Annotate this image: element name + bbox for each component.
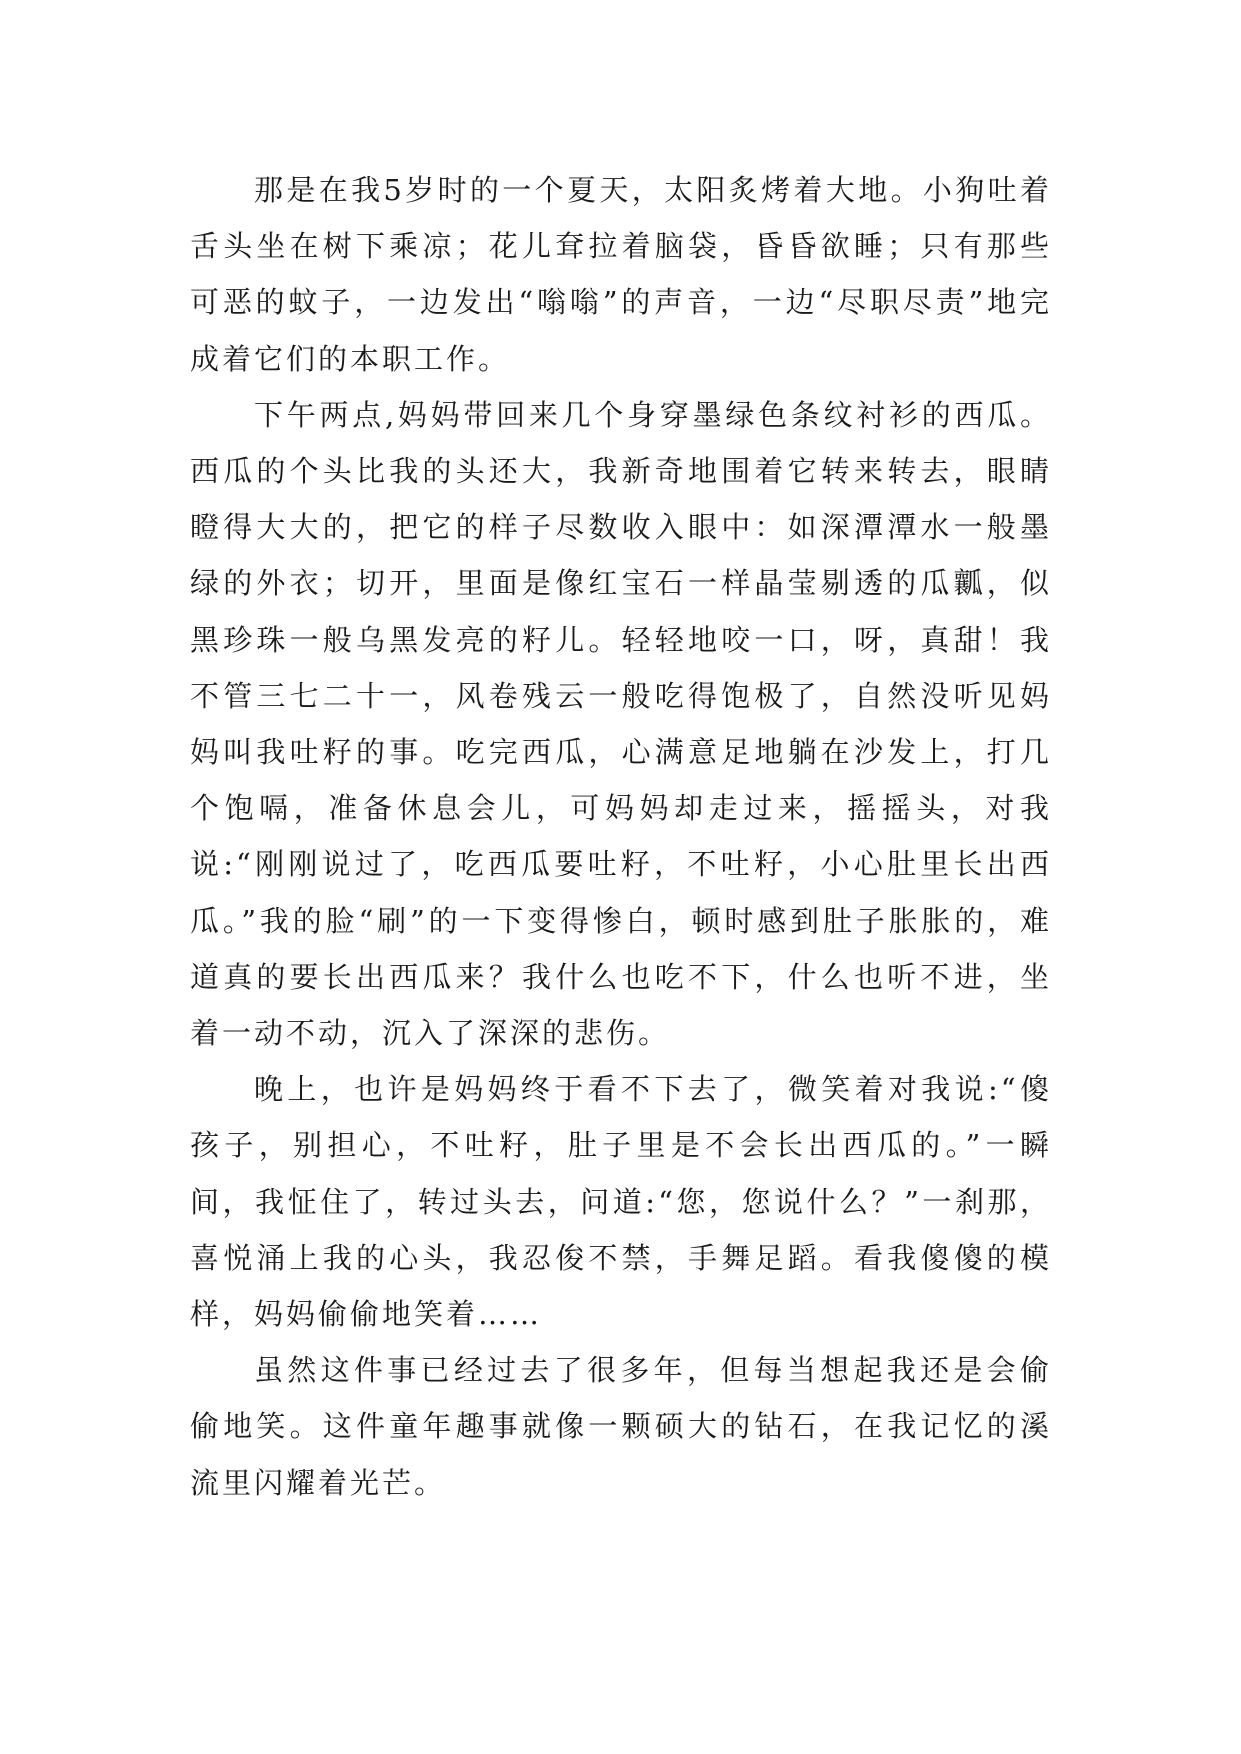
paragraph-1: 那是在我5岁时的一个夏天，太阳炙烤着大地。小狗吐着舌头坐在树下乘凉；花儿耷拉着脑袋，昏昏欲睡；只有那些可恶的蚊子，一边发出“嗡嗡”的声音，一边“尽职尽责”地完成着它们的本职工作。 [190,173,1052,376]
paragraph-3: 晚上，也许是妈妈终于看不下去了，微笑着对我说:“傻孩子，别担心，不吐籽，肚子里是不会长出西瓜的。”一瞬间，我怔住了，转过头去，问道:“您，您说什么？”一刹那，喜悦涌上我的心头，我忍俊不禁，手舞足蹈。看我傻傻的模样，妈妈偷偷地笑着…… [190,1072,1052,1332]
paragraph-4: 虽然这件事已经过去了很多年，但每当想起我还是会偷偷地笑。这件童年趣事就像一颗硕大的钻石，在我记忆的溪流里闪耀着光芒。 [190,1353,1052,1500]
document-body [190,162,1052,1511]
paragraph-2: 下午两点,妈妈带回来几个身穿墨绿色条纹衬衫的西瓜。西瓜的个头比我的头还大，我新奇地围着它转来转去，眼睛瞪得大大的，把它的样子尽数收入眼中：如深潭潭水一般墨绿的外衣；切开，里面是像红宝石一样晶莹剔透的瓜瓤，似黑珍珠一般乌黑发亮的籽儿。轻轻地咬一口，呀，真甜！我不管三七二十一，风卷残云一般吃得饱极了，自然没听见妈妈叫我吐籽的事。吃完西瓜，心满意足地躺在沙发上，打几个饱嗝，准备休息会儿，可妈妈却走过来，摇摇头，对我说:“刚刚说过了，吃西瓜要吐籽，不吐籽，小心肚里长出西瓜。”我的脸“刷”的一下变得惨白，顿时感到肚子胀胀的，难道真的要长出西瓜来？我什么也吃不下，什么也听不进，坐着一动不动，沉入了深深的悲伤。 [190,397,1052,1051]
